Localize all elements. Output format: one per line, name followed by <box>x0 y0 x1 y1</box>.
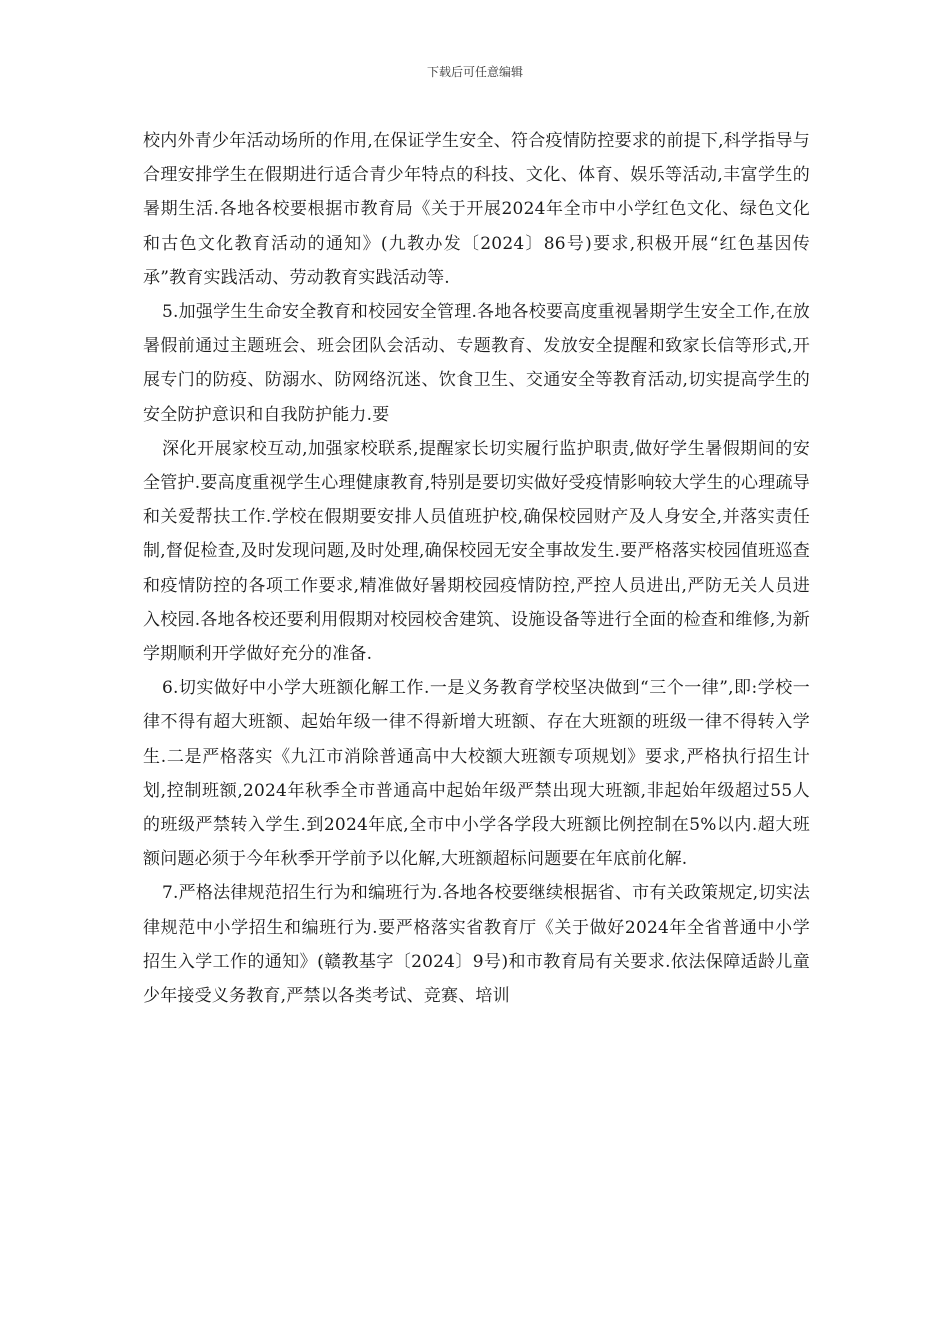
paragraph-item-5: 5.加强学生生命安全教育和校园安全管理.各地各校要高度重视暑期学生安全工作,在放暑假前通过主题班会、班会团队会活动、专题教育、发放安全提醒和致家长信等形式,开展专门的防疫、防溺水、防网络沉迷、饮食卫生、交通安全等教育活动,切实提高学生的安全防护意识和自我防护能力.要 <box>143 302 810 425</box>
paragraph-item-5-continued: 深化开展家校互动,加强家校联系,提醒家长切实履行监护职责,做好学生暑假期间的安全管护.要高度重视学生心理健康教育,特别是要切实做好受疫情影响较大学生的心理疏导和关爱帮扶工作.学校在假期要安排人员值班护校,确保校园财产及人身安全,并落实责任制,督促检查,及时发现问题,及时处理,确保校园无安全事故发生.要严格落实校园值班巡查和疫情防控的各项工作要求,精准做好暑期校园疫情防控,严控人员进出,严防无关人员进入校园.各地各校还要利用假期对校园校舍建筑、设施设备等进行全面的检查和维修,为新学期顺利开学做好充分的准备. <box>143 438 810 665</box>
document-body <box>143 124 810 1013</box>
paragraph-item-7: 7.严格法律规范招生行为和编班行为.各地各校要继续根据省、市有关政策规定,切实法律规范中小学招生和编班行为.要严格落实省教育厅《关于做好2024年全省普通中小学招生入学工作的通知》(赣教基字〔2024〕9号)和市教育局有关要求.依法保障适龄儿童少年接受义务教育,严禁以各类考试、竞赛、培训 <box>143 883 810 1007</box>
paragraph-continuation: 校内外青少年活动场所的作用,在保证学生安全、符合疫情防控要求的前提下,科学指导与合理安排学生在假期进行适合青少年特点的科技、文化、体育、娱乐等活动,丰富学生的暑期生活.各地各校要根据市教育局《关于开展2024年全市中小学红色文化、绿色文化和古色文化教育活动的通知》(九教办发〔2024〕86号)要求,积极开展“红色基因传承”教育实践活动、劳动教育实践活动等. <box>143 131 810 288</box>
page-header: 下载后可任意编辑 <box>426 65 523 79</box>
paragraph-item-6: 6.切实做好中小学大班额化解工作.一是义务教育学校坚决做到“三个一律”,即:学校一律不得有超大班额、起始年级一律不得新增大班额、存在大班额的班级一律不得转入学生.二是严格落实《九江市消除普通高中大校额大班额专项规划》要求,严格执行招生计划,控制班额,2024年秋季全市普通高中起始年级严禁出现大班额,非起始年级超过55人的班级严禁转入学生.到2024年底,全市中小学各学段大班额比例控制在5%以内.超大班额问题必须于今年秋季开学前予以化解,大班额超标问题要在年底前化解. <box>143 678 810 870</box>
